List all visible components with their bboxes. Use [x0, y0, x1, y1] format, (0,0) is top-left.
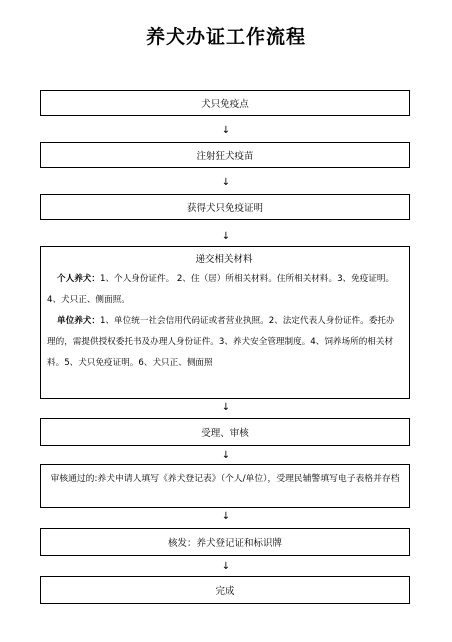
materials-box [40, 246, 410, 399]
approved-text: 审核通过的:养犬申请人填写《养犬登记表》（个人/单位），受理民辅警填写电子表格并存档 [50, 474, 400, 484]
flow-arrow: ↓ [221, 561, 231, 572]
step-label: 获得犬只免疫证明 [186, 203, 263, 214]
step-box-immunity-certificate [40, 194, 410, 220]
flow-arrow: ↓ [221, 511, 231, 522]
org-lead: 单位养犬： [57, 316, 100, 326]
personal-text: 1、个人身份证件。 2、住（居）所相关材料。住所相关材料。3、免疫证明。4、犬只正、侧面照。 [47, 274, 395, 305]
done-box [40, 576, 410, 604]
personal-lead: 个人养犬： [57, 274, 100, 284]
issue-label: 核发：养犬登记证和标识牌 [167, 538, 282, 549]
step-box-immunization-point [40, 90, 410, 116]
flow-arrow: ↓ [221, 231, 231, 242]
page-title: 养犬办证工作流程 [145, 26, 306, 48]
org-text: 1、单位统一社会信用代码证或者营业执照。2、法定代表人身份证件。委托办理的，需提供授权委托书及办理人身份证件。3、养犬安全管理制度。4、饲养场所的相关材料。5、犬只免疫证明。6、犬只正、侧面照 [47, 316, 395, 368]
step-label: 犬只免疫点 [201, 99, 249, 110]
flow-arrow: ↓ [221, 402, 231, 413]
issue-box [40, 528, 410, 556]
flow-arrow: ↓ [221, 177, 231, 188]
review-box [40, 418, 410, 446]
personal-materials [47, 269, 401, 311]
step-label: 注射狂犬疫苗 [196, 151, 254, 162]
materials-heading: 递交相关材料 [195, 254, 253, 265]
review-label: 受理、审核 [201, 428, 249, 439]
flow-arrow: ↓ [221, 450, 231, 461]
flow-arrow: ↓ [221, 125, 231, 136]
approved-box [40, 464, 410, 508]
step-box-rabies-vaccine [40, 142, 410, 168]
org-materials [47, 311, 401, 374]
done-label: 完成 [215, 586, 235, 597]
